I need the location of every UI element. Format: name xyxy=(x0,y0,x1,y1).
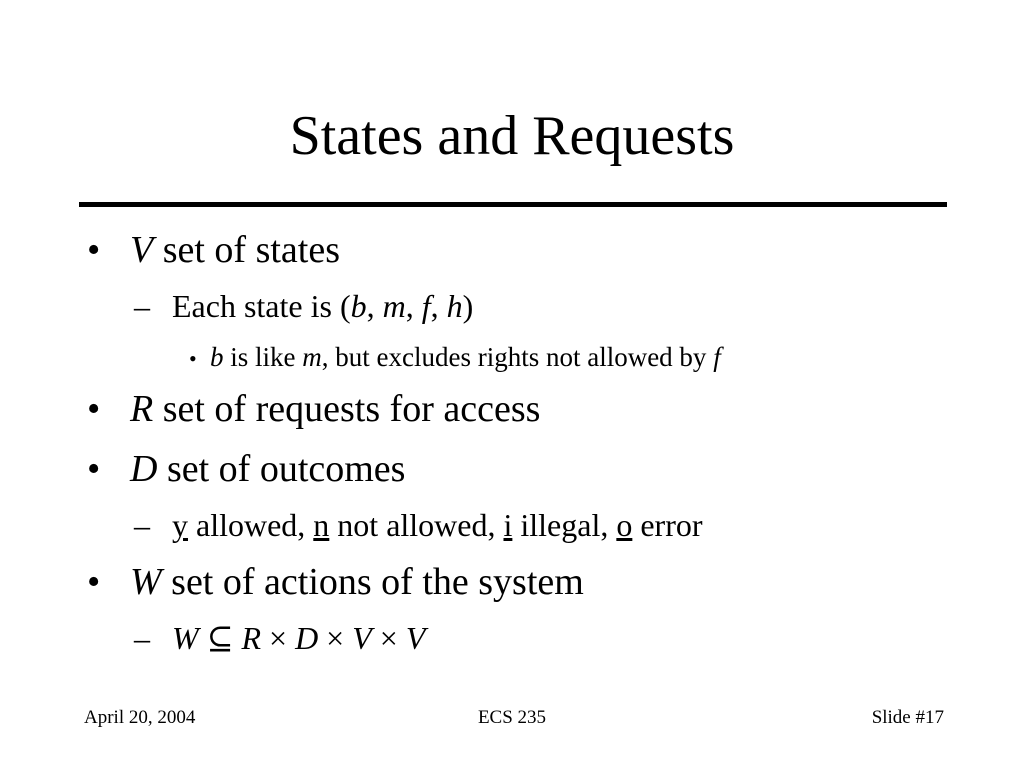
sub-bullet-text: ) xyxy=(462,288,474,324)
separator: , xyxy=(366,288,383,324)
sub-bullet-state-tuple xyxy=(134,286,473,326)
symbol-m: m xyxy=(302,342,322,372)
bullet-marker: • xyxy=(87,388,101,430)
sub-sub-bullet-text: , but excludes rights not allowed by xyxy=(321,342,714,372)
sub-bullet-outcome-codes xyxy=(134,505,703,545)
small-bullet-marker: • xyxy=(189,346,197,371)
sub-sub-bullet-text: is like xyxy=(223,342,303,372)
subseteq-symbol: ⊆ xyxy=(206,620,234,656)
symbol-d: D xyxy=(295,620,319,656)
dash-marker: – xyxy=(134,507,150,543)
footer-date: April 20, 2004 xyxy=(84,707,196,728)
bullet-actions xyxy=(87,559,584,605)
symbol-v: V xyxy=(405,620,426,656)
symbol-m: m xyxy=(382,288,406,324)
bullet-outcomes xyxy=(87,446,405,492)
sub-bullet-text: illegal, xyxy=(512,507,617,543)
symbol-v: V xyxy=(352,620,372,656)
bullet-marker: • xyxy=(87,229,101,271)
symbol-b: b xyxy=(210,342,224,372)
bullet-text: set of requests for access xyxy=(153,388,541,430)
sub-bullet-text: allowed, xyxy=(188,507,314,543)
title-divider xyxy=(79,202,947,207)
footer-course: ECS 235 xyxy=(477,707,547,728)
symbol-w: W xyxy=(130,561,162,603)
code-y: y xyxy=(172,507,188,543)
bullet-requests xyxy=(87,386,540,432)
symbol-d: D xyxy=(130,448,158,490)
dash-marker: – xyxy=(134,620,150,656)
bullet-marker: • xyxy=(87,561,101,603)
symbol-w: W xyxy=(172,620,199,656)
symbol-b: b xyxy=(350,288,367,324)
times-symbol: × xyxy=(269,620,288,656)
separator: , xyxy=(430,288,447,324)
symbol-f: f xyxy=(713,342,721,372)
bullet-text: set of outcomes xyxy=(157,448,406,490)
symbol-r: R xyxy=(241,620,262,656)
bullet-marker: • xyxy=(87,448,101,490)
bullet-text: set of actions of the system xyxy=(161,561,584,603)
symbol-r: R xyxy=(130,388,154,430)
bullet-text: set of states xyxy=(153,229,341,271)
sub-bullet-text: not allowed, xyxy=(329,507,504,543)
code-n: n xyxy=(313,507,330,543)
times-symbol: × xyxy=(379,620,398,656)
code-o: o xyxy=(616,507,633,543)
footer-slide-number: Slide #17 xyxy=(871,707,944,728)
code-i: i xyxy=(503,507,513,543)
dash-marker: – xyxy=(134,288,150,324)
symbol-f: f xyxy=(421,288,431,324)
sub-bullet-text: error xyxy=(632,507,703,543)
times-symbol: × xyxy=(326,620,345,656)
slide-title: States and Requests xyxy=(289,105,735,167)
bullet-states xyxy=(87,227,340,273)
sub-bullet-formula xyxy=(134,618,425,658)
sub-sub-bullet-b-like-m xyxy=(189,340,721,376)
sub-bullet-text: Each state is ( xyxy=(172,288,351,324)
separator: , xyxy=(405,288,422,324)
symbol-v: V xyxy=(130,229,154,271)
symbol-h: h xyxy=(446,288,463,324)
